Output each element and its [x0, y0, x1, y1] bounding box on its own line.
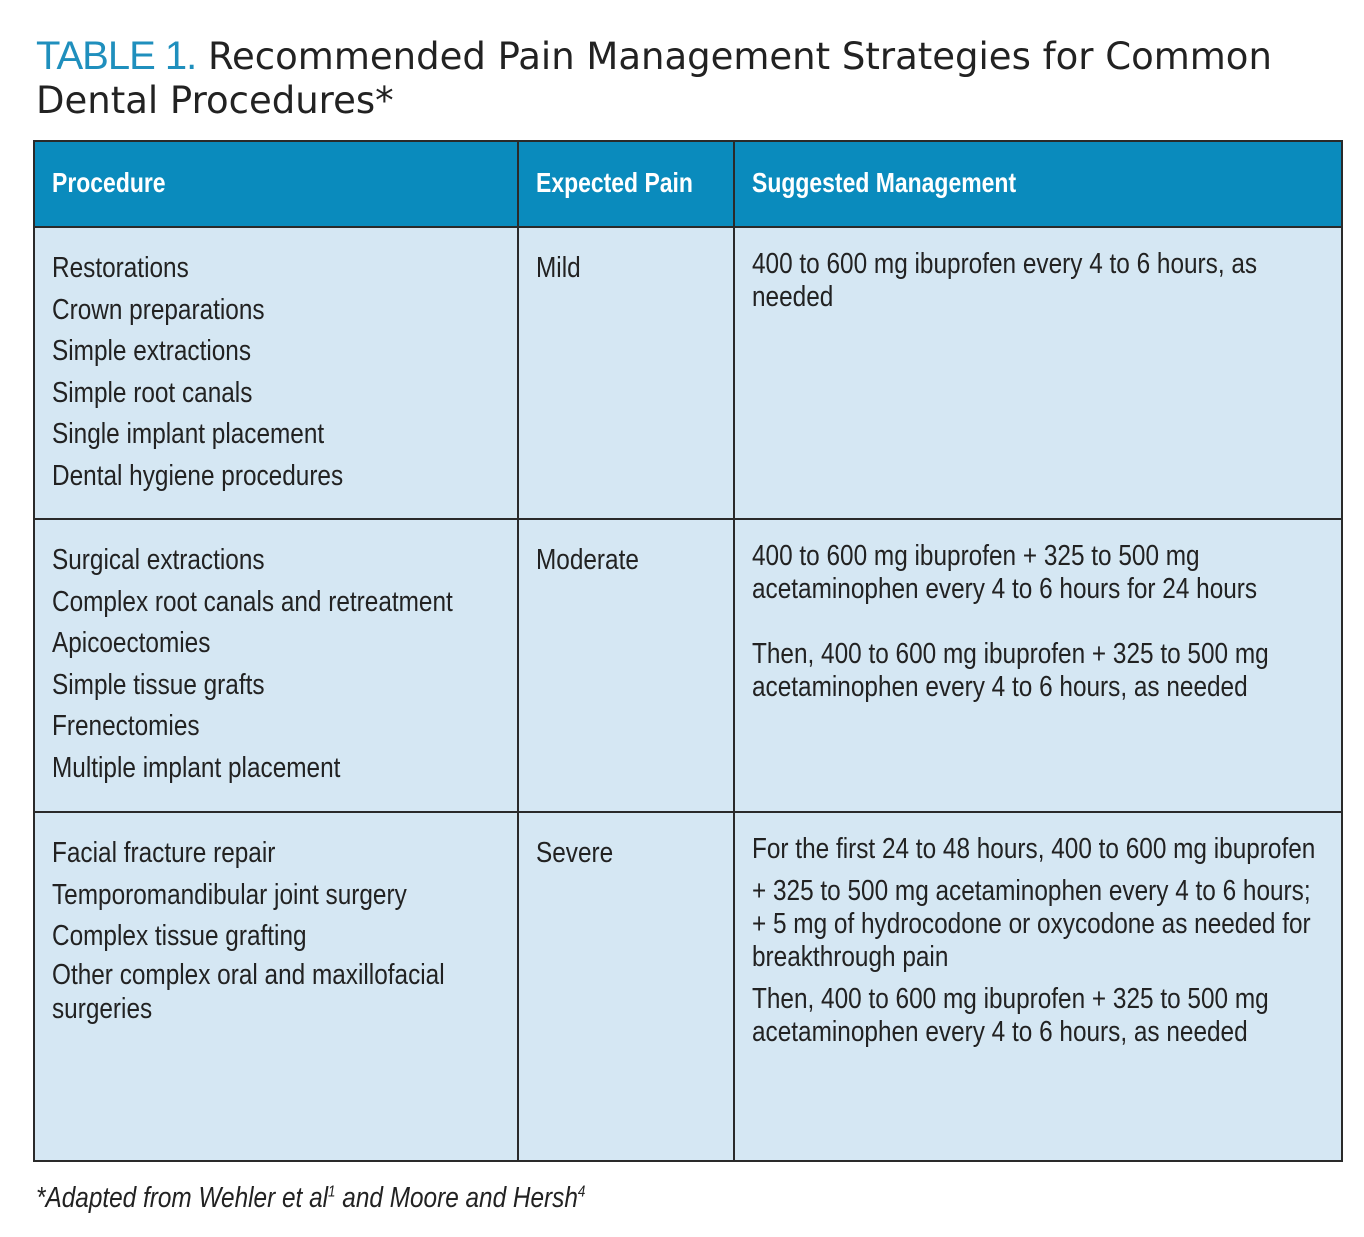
- management-text: [752, 833, 1321, 1049]
- procedure-cell: [35, 518, 519, 811]
- header-expected-pain: Expected Pain: [536, 167, 693, 198]
- table-row: [35, 518, 1341, 813]
- pain-cell: [519, 811, 735, 1160]
- footnote: [36, 1182, 585, 1215]
- pain-level: Mild: [536, 252, 581, 284]
- list-item: Restorations: [52, 252, 189, 284]
- pain-cell: [519, 518, 735, 811]
- list-item: Single implant placement: [52, 418, 325, 450]
- footnote-text: *Adapted from Wehler et al: [36, 1182, 329, 1214]
- pain-level: Severe: [536, 837, 614, 869]
- list-item: Simple extractions: [52, 335, 252, 367]
- management-text: [752, 540, 1321, 704]
- procedure-list: [52, 540, 517, 789]
- table-label: TABLE 1.: [36, 34, 197, 78]
- list-item: Simple root canals: [52, 376, 253, 409]
- pain-cell: [519, 226, 735, 518]
- management-paragraph: For the first 24 to 48 hours, 400 to 600 mg ibuprofen: [752, 833, 1316, 865]
- management-paragraph: 400 to 600 mg ibuprofen + 325 to 500 mg acetaminophen every 4 to 6 hours for 24 hours: [752, 540, 1258, 605]
- management-paragraph: Then, 400 to 600 mg ibuprofen + 325 to 500 mg acetaminophen every 4 to 6 hours, as needed: [752, 638, 1269, 703]
- procedure-cell: [35, 226, 519, 518]
- list-item: Temporomandibular joint surgery: [52, 878, 407, 911]
- list-item: Other complex oral and maxillofacial surgeries: [52, 958, 445, 1025]
- header-suggested-management: Suggested Management: [752, 167, 1017, 198]
- header-cell-procedure: [35, 142, 519, 226]
- list-item: Apicoectomies: [52, 627, 211, 659]
- management-cell: [735, 518, 1341, 811]
- list-item: Dental hygiene procedures: [52, 459, 344, 492]
- header-cell-suggested-management: [735, 142, 1341, 226]
- header-cell-expected-pain: [519, 142, 735, 226]
- list-item: Facial fracture repair: [52, 837, 276, 869]
- list-item: Crown preparations: [52, 293, 265, 326]
- procedure-list: [52, 248, 517, 497]
- table-header-row: [35, 142, 1341, 228]
- management-cell: [735, 226, 1341, 518]
- management-paragraph: Then, 400 to 600 mg ibuprofen + 325 to 500 mg acetaminophen every 4 to 6 hours, as needed: [752, 983, 1269, 1048]
- list-item: Multiple implant placement: [52, 751, 341, 784]
- list-item: Frenectomies: [52, 710, 200, 742]
- table-title: [36, 34, 1326, 123]
- pain-level: Moderate: [536, 544, 639, 576]
- list-item: Complex root canals and retreatment: [52, 585, 453, 618]
- management-text: [752, 248, 1321, 314]
- header-procedure: Procedure: [52, 167, 166, 198]
- table-row: [35, 226, 1341, 520]
- pain-management-table: [33, 140, 1343, 1162]
- procedure-list: [52, 833, 517, 1026]
- management-cell: [735, 811, 1341, 1160]
- table-title-text-line2: Dental Procedures*: [36, 79, 394, 122]
- footnote-ref: 4: [577, 1183, 586, 1201]
- management-paragraph: + 325 to 500 mg acetaminophen every 4 to 6 hours; + 5 mg of hydrocodone or oxycodone as needed for breakthrough pain: [752, 875, 1311, 973]
- list-item: Complex tissue grafting: [52, 920, 307, 952]
- list-item: Surgical extractions: [52, 544, 265, 576]
- footnote-text: and Moore and Hersh: [335, 1182, 578, 1214]
- list-item: Simple tissue grafts: [52, 668, 265, 701]
- procedure-cell: [35, 811, 519, 1160]
- table-row: [35, 811, 1341, 1160]
- management-paragraph: 400 to 600 mg ibuprofen every 4 to 6 hours, as needed: [752, 248, 1258, 313]
- table-title-text: Recommended Pain Management Strategies for Common: [208, 35, 1272, 78]
- footnote-ref: 1: [328, 1183, 336, 1201]
